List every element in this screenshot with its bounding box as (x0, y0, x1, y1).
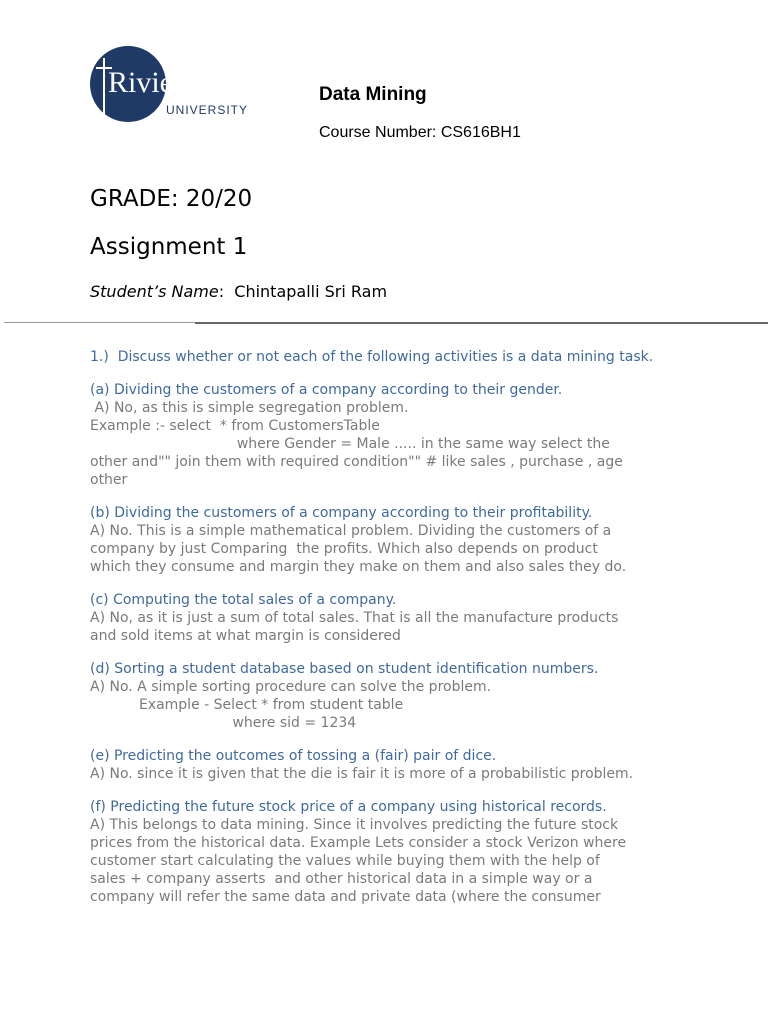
answer-line: where sid = 1234 (90, 715, 357, 731)
logo-subtitle: UNIVERSITY (166, 103, 249, 117)
question-list (90, 381, 690, 906)
answer-line: Example - Select * from student table (90, 697, 404, 713)
question-block (90, 591, 690, 645)
question-block (90, 660, 690, 732)
grade-heading: GRADE: 20/20 (90, 186, 253, 212)
student-name-separator: : (218, 282, 235, 301)
logo-wordmark: Rivier (108, 66, 183, 99)
answer-line: other (90, 472, 128, 488)
answer-line: company will refer the same data and private data (where the consumer (90, 889, 601, 905)
question-intro: 1.) Discuss whether or not each of the following activities is a data mining task. (90, 349, 654, 365)
answer-line: sales + company asserts and other historical data in a simple way or a (90, 871, 593, 887)
answer-line: A) No. This is a simple mathematical problem. Dividing the customers of a (90, 523, 612, 539)
answer-line: A) No, as this is simple segregation problem. (90, 400, 409, 416)
question-text: (f) Predicting the future stock price of a company using historical records. (90, 799, 607, 815)
student-name-value: Chintapalli Sri Ram (234, 282, 388, 301)
answer-line: A) No, as it is just a sum of total sales. That is all the manufacture products (90, 610, 619, 626)
question-text: (e) Predicting the outcomes of tossing a (fair) pair of dice. (90, 748, 497, 764)
answer-line: customer start calculating the values while buying them with the help of (90, 853, 600, 869)
answer-line: where Gender = Male ..... in the same way select the (90, 436, 610, 452)
answer-line: A) This belongs to data mining. Since it involves predicting the future stock (90, 817, 619, 833)
student-name-label: Student’s Name (90, 282, 219, 301)
answer-line: prices from the historical data. Example Lets consider a stock Verizon where (90, 835, 627, 851)
answer-line: which they consume and margin they make on them and also sales they do. (90, 559, 627, 575)
question-block (90, 798, 690, 906)
question-block (90, 381, 690, 489)
answer-line: and sold items at what margin is considered (90, 628, 401, 644)
question-text: (b) Dividing the customers of a company according to their profitability. (90, 505, 593, 521)
answer-line: other and"" join them with required condition"" # like sales , purchase , age (90, 454, 623, 470)
course-number: Course Number: CS616BH1 (319, 124, 521, 141)
question-text: (d) Sorting a student database based on student identification numbers. (90, 661, 599, 677)
question-block (90, 747, 690, 783)
course-title: Data Mining (319, 84, 427, 105)
question-text: (c) Computing the total sales of a company. (90, 592, 397, 608)
student-name-line (90, 282, 387, 301)
answer-line: A) No. since it is given that the die is fair it is more of a probabilistic problem. (90, 766, 634, 782)
rivier-university-logo (90, 44, 260, 124)
divider-accent (195, 322, 768, 324)
answer-line: company by just Comparing the profits. Which also depends on product (90, 541, 598, 557)
assignment-body (90, 348, 690, 906)
question-block (90, 504, 690, 576)
assignment-heading: Assignment 1 (90, 234, 248, 260)
answer-line: A) No. A simple sorting procedure can solve the problem. (90, 679, 492, 695)
question-text: (a) Dividing the customers of a company according to their gender. (90, 382, 563, 398)
answer-line: Example :- select * from CustomersTable (90, 418, 380, 434)
